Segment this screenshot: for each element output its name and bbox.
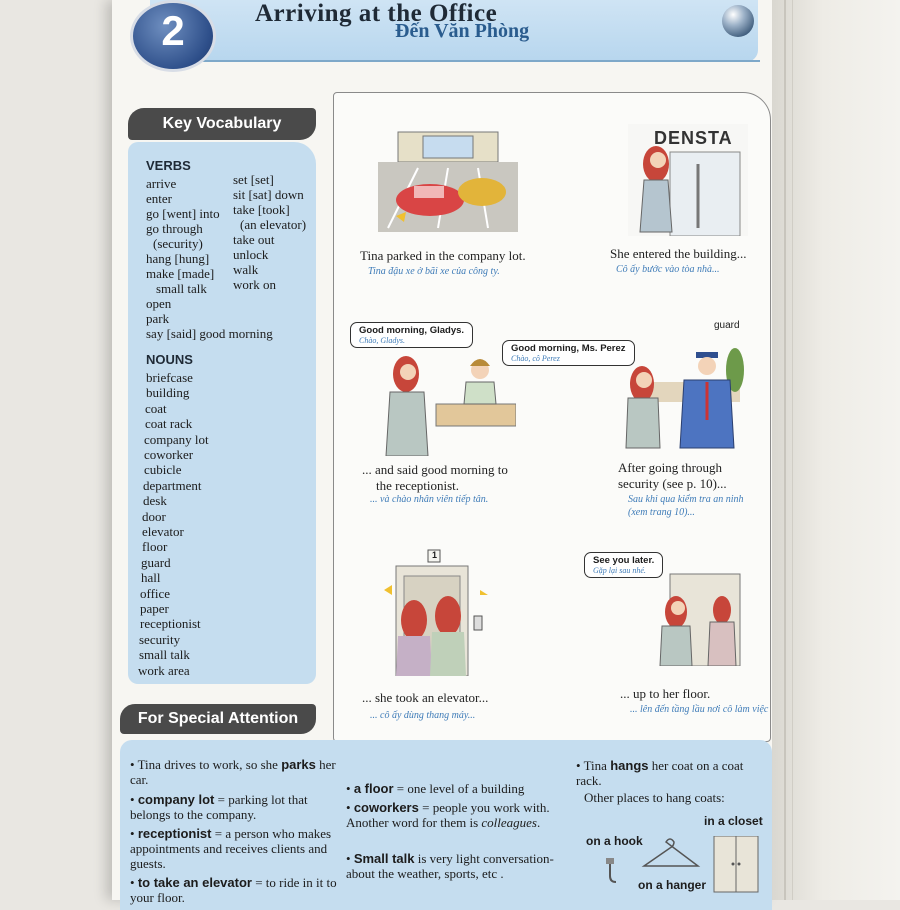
note-parks: • Tina drives to work, so she parks her car. bbox=[130, 757, 336, 787]
noun-item: guard bbox=[141, 554, 171, 570]
noun-item: building bbox=[146, 385, 190, 401]
guard-label: guard bbox=[714, 320, 740, 331]
verb-item: work on bbox=[233, 277, 276, 292]
noun-item: company lot bbox=[144, 431, 209, 447]
verb-item: park bbox=[146, 311, 170, 326]
verb-item: unlock bbox=[233, 247, 269, 262]
verb-item: open bbox=[146, 296, 172, 311]
note-small-talk: • Small talk is very light conversation-about the weather, sports, etc . bbox=[346, 851, 554, 881]
noun-item: briefcase bbox=[146, 370, 193, 385]
frame5-caption: ... she took an elevator... bbox=[362, 690, 489, 705]
receptionist-illustration bbox=[376, 352, 516, 456]
noun-item: security bbox=[139, 631, 181, 647]
note-receptionist: • receptionist = a person who makes appointments and receives clients and guests. bbox=[130, 826, 332, 871]
noun-item: cubicle bbox=[144, 462, 182, 478]
verb-item: take out bbox=[233, 232, 275, 247]
noun-item: floor bbox=[142, 539, 168, 555]
verb-item: take [took] bbox=[233, 202, 290, 217]
verb-item: go [went] into bbox=[146, 206, 220, 221]
verb-item: enter bbox=[146, 191, 172, 206]
header-divider bbox=[200, 60, 760, 62]
verb-item: walk bbox=[233, 262, 259, 277]
verb-item: (an elevator) bbox=[240, 217, 307, 232]
lesson-title-english: Arriving at the Office bbox=[255, 0, 498, 27]
speech-bubble-see-you-later: See you later. Gặp lại sau nhé. bbox=[584, 552, 663, 578]
noun-item: door bbox=[142, 508, 166, 524]
lesson-number-badge bbox=[130, 0, 216, 72]
verb-item: go through bbox=[146, 221, 203, 236]
frame4-caption-line2: security (see p. 10)... bbox=[618, 476, 727, 491]
building-sign: DENSTA bbox=[654, 128, 733, 148]
frame4-caption-line1: After going through bbox=[618, 460, 722, 475]
label-on-a-hanger: on a hanger bbox=[638, 878, 707, 892]
note-other-places: Other places to hang coats: bbox=[584, 790, 725, 805]
noun-item: work area bbox=[138, 662, 190, 678]
noun-item: paper bbox=[140, 601, 169, 616]
frame5-caption-vi: ... cô ấy dùng thang máy... bbox=[370, 710, 476, 721]
frame6-caption: ... up to her floor. bbox=[620, 686, 711, 701]
hanger-icon bbox=[644, 839, 698, 866]
verb-item: set [set] bbox=[233, 172, 274, 187]
page-edge bbox=[772, 0, 900, 900]
lesson-title-vietnamese: Đến Văn Phòng bbox=[395, 20, 530, 42]
hook-icon bbox=[606, 858, 616, 882]
noun-item: elevator bbox=[142, 524, 184, 539]
label-on-a-hook: on a hook bbox=[586, 834, 643, 848]
elevator-floor-number: 1 bbox=[432, 550, 438, 560]
noun-item: small talk bbox=[139, 647, 190, 663]
noun-item: receptionist bbox=[140, 616, 201, 632]
note-coworkers: • coworkers = people you work with. Another word for them is colleagues. bbox=[346, 800, 550, 830]
note-a-floor: • a floor = one level of a building bbox=[346, 781, 525, 796]
frame4-caption-vi-line1: Sau khi qua kiểm tra an ninh bbox=[628, 494, 744, 505]
verbs-heading: VERBS bbox=[146, 158, 191, 173]
speech-bubble-gladys: Good morning, Gladys. Chào, Gladys. bbox=[350, 322, 473, 348]
frame1-caption-vi: Tina đậu xe ở bãi xe của công ty. bbox=[368, 266, 500, 277]
noun-item: department bbox=[143, 477, 202, 493]
verb-item: arrive bbox=[146, 176, 177, 191]
verb-item: small talk bbox=[156, 281, 207, 296]
verb-item: hang [hung] bbox=[146, 251, 210, 266]
note-company-lot: • company lot = parking lot that belongs to the company. bbox=[130, 792, 308, 822]
elevator-illustration bbox=[382, 546, 494, 676]
key-vocabulary-tab: Key Vocabulary bbox=[128, 108, 316, 140]
verb-item: make [made] bbox=[146, 266, 215, 281]
special-attention-tab: For Special Attention bbox=[120, 704, 316, 734]
noun-item: coat rack bbox=[145, 416, 193, 432]
nouns-heading: NOUNS bbox=[146, 352, 193, 367]
noun-item: desk bbox=[143, 493, 167, 509]
arriving-floor-illustration bbox=[650, 570, 750, 666]
frame4-caption-vi-line2: (xem trang 10)... bbox=[628, 507, 695, 518]
frame6-caption-vi: ... lên đến tầng lầu nơi cô làm việc bbox=[630, 704, 769, 715]
label-in-a-closet: in a closet bbox=[704, 814, 763, 828]
note-hangs: • Tina hangs her coat on a coat rack. bbox=[576, 758, 744, 788]
speech-bubble-ms-perez: Good morning, Ms. Perez Chào, cô Perez bbox=[502, 340, 635, 366]
noun-item: coworker bbox=[144, 447, 194, 462]
decorative-orb-icon bbox=[722, 5, 754, 37]
verb-item: say [said] good morning bbox=[146, 326, 273, 341]
verb-item: sit [sat] down bbox=[233, 187, 304, 202]
noun-item: hall bbox=[141, 570, 161, 586]
closet-icon bbox=[714, 836, 758, 892]
verb-item: (security) bbox=[153, 236, 203, 251]
coat-storage-illustration bbox=[596, 836, 768, 894]
frame1-caption: Tina parked in the company lot. bbox=[360, 248, 526, 263]
frame3-caption-line2: the receptionist. bbox=[376, 478, 460, 493]
noun-item: coat bbox=[145, 400, 167, 416]
parking-lot-illustration bbox=[378, 128, 518, 232]
frame2-caption-vi: Cô ấy bước vào tòa nhà... bbox=[616, 264, 720, 275]
lesson-number: 2 bbox=[161, 7, 185, 54]
noun-item: office bbox=[140, 585, 171, 601]
frame3-caption-vi: ... và chào nhân viên tiếp tân. bbox=[370, 494, 489, 505]
frame2-caption: She entered the building... bbox=[610, 246, 747, 261]
security-guard-illustration bbox=[620, 340, 750, 450]
frame3-caption-line1: ... and said good morning to bbox=[362, 462, 508, 477]
note-take-elevator: • to take an elevator = to ride in it to your floor. bbox=[130, 875, 337, 905]
